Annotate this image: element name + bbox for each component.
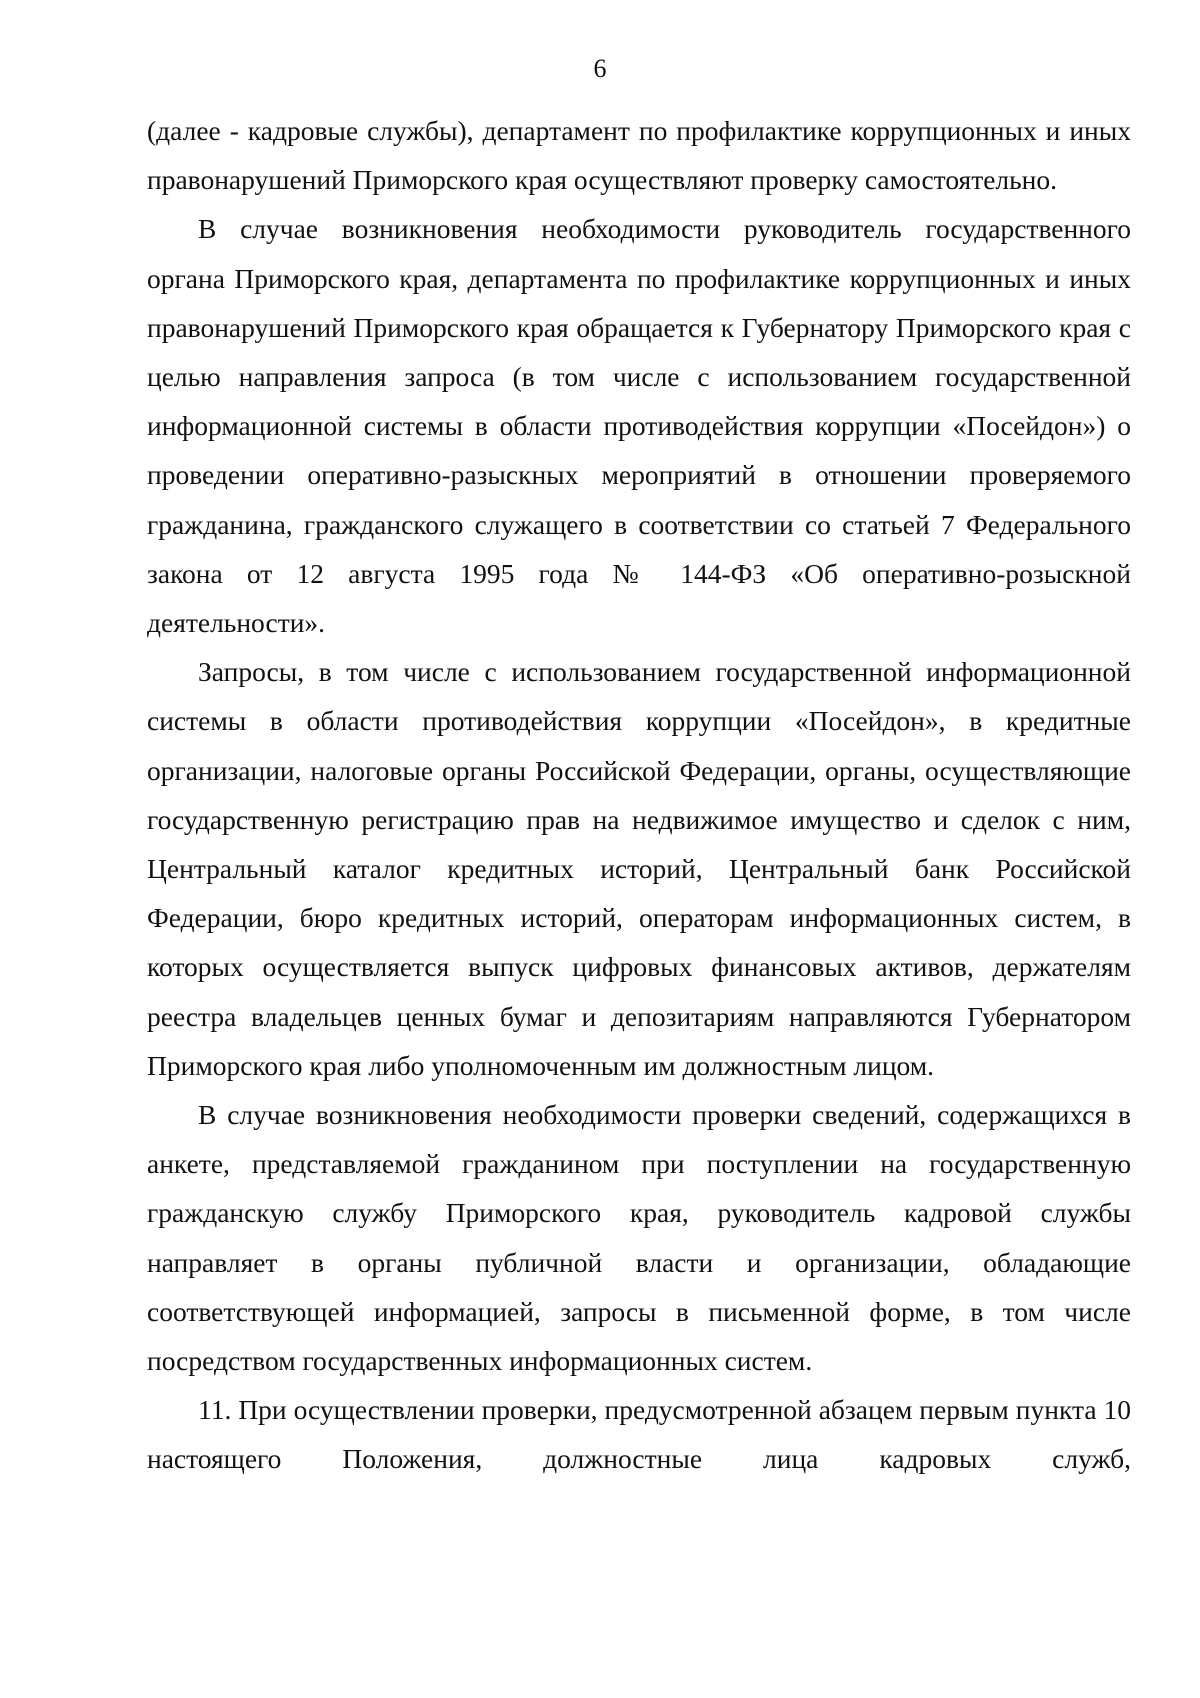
paragraph-1: (далее - кадровые службы), департамент по профилактике коррупционных и иных правонарушений Приморского края осуществляют проверку самостоятельно. <box>147 115 1131 196</box>
paragraph-2: В случае возникновения необходимости руководитель государственного органа Приморского края, департамента по профилактике коррупционных и иных правонарушений Приморского края обращается к Губернатору Приморского края с целью направления запроса (в том числе с использованием государственной информационной системы в области противодействия коррупции «Посейдон») о проведении оперативно-разыскных мероприятий в отношении проверяемого гражданина, гражданского служащего в соответствии со статьей 7 Федерального закона от 12 августа 1995 года № 144-ФЗ «Об оперативно-розыскной деятельности». <box>147 213 1131 639</box>
paragraph-3: Запросы, в том числе с использованием государственной информационной системы в области противодействия коррупции «Посейдон», в кредитные организации, налоговые органы Российской Федерации, органы, осуществляющие государственную регистрацию прав на недвижимое имущество и сделок с ним, Центральный каталог кредитных историй, Центральный банк Российской Федерации, бюро кредитных историй, операторам информационных систем, в которых осуществляется выпуск цифровых финансовых активов, держателям реестра владельцев ценных бумаг и депозитариям направляются Губернатором Приморского края либо уполномоченным им должностным лицом. <box>147 656 1131 1081</box>
paragraph-5: 11. При осуществлении проверки, предусмотренной абзацем первым пункта 10 настоящего Положения, должностные лица кадровых служб, <box>147 1394 1131 1475</box>
document-body <box>147 106 1131 1484</box>
page-number: 6 <box>593 54 607 83</box>
paragraph-4: В случае возникновения необходимости проверки сведений, содержащихся в анкете, представляемой гражданином при поступлении на государственную гражданскую службу Приморского края, руководитель кадровой службы направляет в органы публичной власти и организации, обладающие соответствующей информацией, запросы в письменной форме, в том числе посредством государственных информационных систем. <box>147 1099 1131 1377</box>
